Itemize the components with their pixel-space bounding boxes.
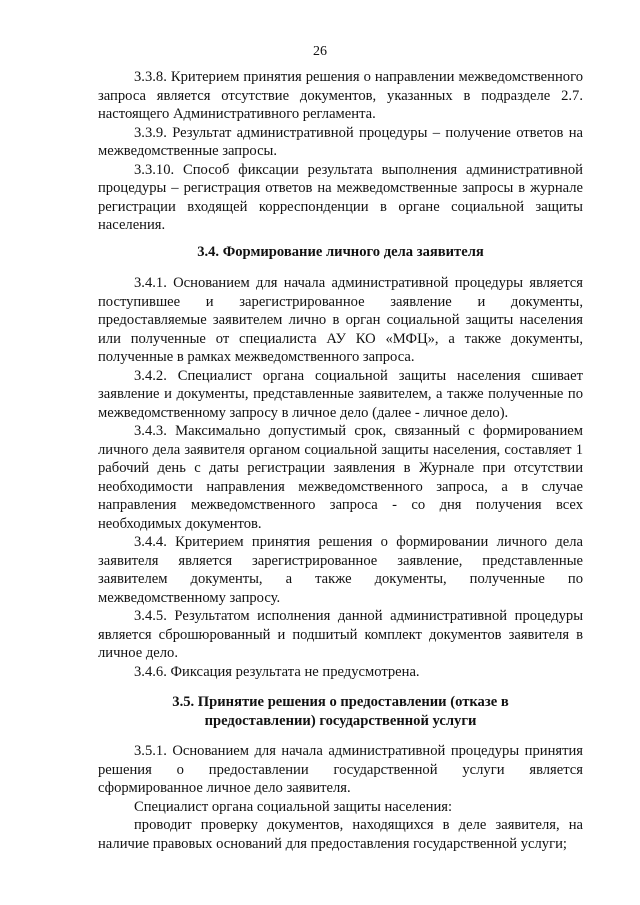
paragraph-3-3-8: 3.3.8. Критерием принятия решения о направлении межведомственного запроса является отсутствие документов, указанных в подразделе 2.7. настоящего Административного регламента.	[98, 69, 583, 122]
section-heading-3-5-line2: предоставлении) государственной услуги	[204, 712, 477, 729]
section-heading-3-5-line1: 3.5. Принятие решения о предоставлении (отказе в	[172, 694, 509, 710]
paragraph-3-3-10: 3.3.10. Способ фиксации результата выполнения административной процедуры – регистрация ответов на межведомственные запросы в журнале регистрации входящей корреспонденции в органе социальной защиты населения.	[98, 161, 583, 233]
paragraph-3-4-2: 3.4.2. Специалист органа социальной защиты населения сшивает заявление и документы, представленные заявителем, а также полученные по межведомственному запросу в личное дело (далее - личное дело).	[98, 367, 583, 421]
section-3-5-body	[98, 742, 583, 853]
page-number: 26	[313, 44, 327, 59]
section-3-4-body	[98, 274, 583, 681]
section-heading-3-4: 3.4. Формирование личного дела заявителя	[197, 244, 484, 260]
paragraph-specialist-intro: Специалист органа социальной защиты населения:	[134, 798, 453, 815]
paragraph-3-3-9: 3.3.9. Результат административной процедуры – получение ответов на межведомственные запросы.	[98, 124, 583, 159]
paragraph-3-4-3: 3.4.3. Максимально допустимый срок, связанный с формированием личного дела заявителя органом социальной защиты населения, составляет 1 рабочий день с даты регистрации заявления в Журнале при отсутствии необходимости направления межведомственного запроса, а в случае направления межведомственного запроса - со дня получения всех необходимых документов.	[98, 423, 583, 532]
section-3-3-tail	[98, 68, 583, 235]
paragraph-3-4-4: 3.4.4. Критерием принятия решения о формировании личного дела заявителя является зарегистрированное заявление, представленные заявителем документы, а также документы, полученные по межведомственному запросу.	[98, 534, 583, 606]
paragraph-3-5-1: 3.5.1. Основанием для начала административной процедуры принятия решения о предоставлении государственной услуги является сформированное личное дело заявителя.	[98, 743, 583, 796]
paragraph-document-check: проводит проверку документов, находящихся в деле заявителя, на наличие правовых оснований для предоставления государственной услуги;	[98, 817, 583, 852]
paragraph-3-4-1: 3.4.1. Основанием для начала административной процедуры является поступившее и зарегистрированное заявление и документы, предоставляемые заявителем лично в орган социальной защиты населения или полученные от специалиста АУ КО «МФЦ», а также документы, полученные в рамках межведомственного запроса.	[98, 275, 583, 365]
paragraph-3-4-5: 3.4.5. Результатом исполнения данной административной процедуры является сброшюрованный и подшитый комплект документов заявителя в личное дело.	[98, 608, 583, 661]
paragraph-3-4-6: 3.4.6. Фиксация результата не предусмотрена.	[134, 663, 420, 680]
section-heading-3-5	[98, 693, 583, 730]
